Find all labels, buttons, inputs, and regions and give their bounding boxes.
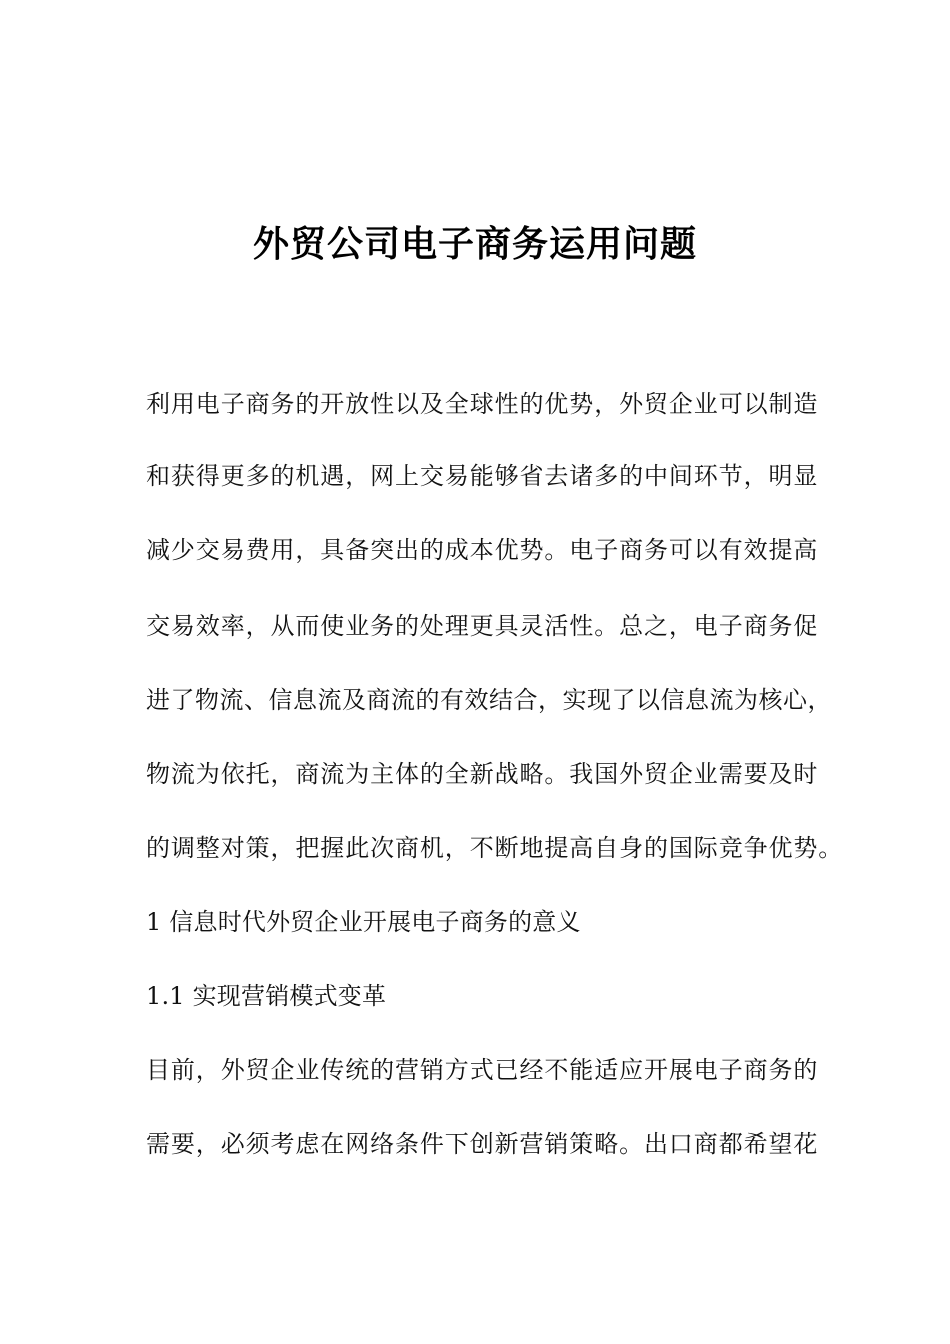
section-heading: 1 信息时代外贸企业开展电子商务的意义 (146, 908, 581, 936)
paragraph-line: 目前，外贸企业传统的营销方式已经不能适应开展电子商务的 (146, 1056, 819, 1084)
paragraph-line: 减少交易费用，具备突出的成本优势。电子商务可以有效提高 (146, 536, 819, 564)
paragraph-line: 利用电子商务的开放性以及全球性的优势，外贸企业可以制造 (146, 390, 819, 418)
paragraph-line: 进了物流、信息流及商流的有效结合，实现了以信息流为核心， (146, 686, 832, 714)
paragraph-line: 需要，必须考虑在网络条件下创新营销策略。出口商都希望花 (146, 1130, 819, 1158)
paragraph-line: 交易效率，从而使业务的处理更具灵活性。总之，电子商务促 (146, 612, 819, 640)
paragraph-line: 物流为依托，商流为主体的全新战略。我国外贸企业需要及时 (146, 760, 819, 788)
subsection-heading: 1.1 实现营销模式变革 (146, 982, 387, 1010)
paragraph-line: 和获得更多的机遇，网上交易能够省去诸多的中间环节，明显 (146, 462, 819, 490)
paragraph-line: 的调整对策，把握此次商机，不断地提高自身的国际竞争优势。 (146, 834, 844, 862)
document-title: 外贸公司电子商务运用问题 (252, 224, 697, 265)
